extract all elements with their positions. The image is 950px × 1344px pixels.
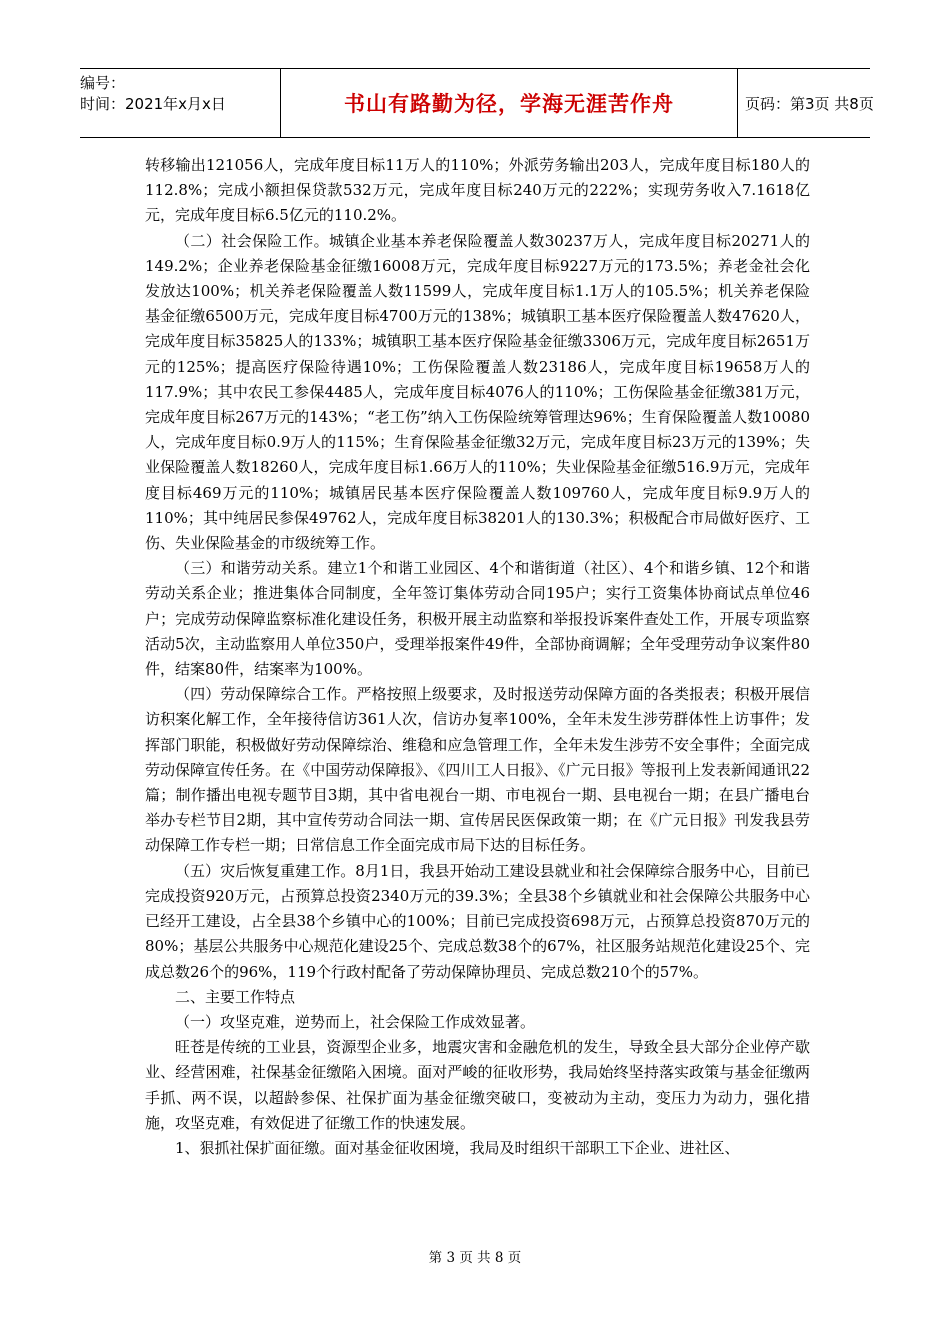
document-number-label: 编号： xyxy=(80,74,126,92)
paragraph-reconstruction: （五）灾后恢复重建工作。8月1日，我县开始动工建设县就业和社会保障综合服务中心，目前已完成投资920万元，占预算总投资2340万元的39.3%；全县38个乡镇就业和社会保障公共服务中心已经开工建设，占全县38个乡镇中心的100%；目前已完成投资698万元，占预算总投资870万元的80%；基层公共服务中心规范化建设25个、完成总数38个的67%，社区服务站规范化建设25个、完成总数26个的96%，119个行政村配备了劳动保障协理员、完成总数210个的57%。 xyxy=(145,861,810,981)
paragraph-social-insurance: （二）社会保险工作。城镇企业基本养老保险覆盖人数30237万人，完成年度目标20271人的149.2%；企业养老保险基金征缴16008万元，完成年度目标9227万元的173.5%；养老金社会化发放达100%；机关养老保险覆盖人数11599人，完成年度目标1.1万人的105.5%；机关养老保险基金征缴6500万元，完成年度目标4700万元的138%；城镇职工基本医疗保险覆盖人数47620人，完成年度目标35825人的133%；城镇职工基本医疗保险基金征缴3306万元，完成年度目标2651万元的125%；提高医疗保险待遇10%；工伤保险覆盖人数23186人，完成年度目标19658万人的117.9%；其中农民工参保4485人，完成年度目标4076人的110%；工伤保险基金征缴381万元，完成年度目标267万元的143%；“老工伤”纳入工伤保险统筹管理达96%；生育保险覆盖人数10080人，完成年度目标0.9万人的115%；生育保险基金征缴32万元，完成年度目标23万元的139%；失业保险覆盖人数18260人，完成年度目标1.66万人的110%；失业保险基金征缴516.9万元，完成年度目标469万元的110%；城镇居民基本医疗保险覆盖人数109760人，完成年度目标9.9万人的110%；其中纯居民参保49762人，完成年度目标38201人的130.3%；积极配合市局做好医疗、工伤、失业保险基金的市级统筹工作。 xyxy=(145,231,810,553)
header-page-info: 页码：第3页 共8页 xyxy=(745,94,874,113)
paragraph-comprehensive-work: （四）劳动保障综合工作。严格按照上级要求，及时报送劳动保障方面的各类报表；积极开展信访积案化解工作，全年接待信访361人次，信访办复率100%，全年未发生涉劳群体性上访事件；发挥部门职能，积极做好劳动保障综治、维稳和应急管理工作，全年未发生涉劳不安全事件；全面完成劳动保障宣传任务。在《中国劳动保障报》、《四川工人日报》、《广元日报》等报刊上发表新闻通讯22篇；制作播出电视专题节目3期，其中省电视台一期、市电视台一期、县电视台一期；在县广播电台举办专栏节目2期，其中宣传劳动合同法一期、宣传居民医保政策一期；在《广元日报》刊发我县劳动保障工作专栏一期；日常信息工作全面完成市局下达的目标任务。 xyxy=(145,685,810,855)
document-time-label: 时间：2021年x月x日 xyxy=(80,95,226,113)
paragraph-wangcang: 旺苍是传统的工业县，资源型企业多，地震灾害和金融危机的发生，导致全县大部分企业停产歇业、经营困难，社保基金征缴陷入困境。面对严峻的征收形势，我局始终坚持落实政策与基金征缴两手抓、两不误，以超龄参保、社保扩面为基金征缴突破口，变被动为主动，变压力为动力，强化措施，攻坚克难，有效促进了征缴工作的快速发展。 xyxy=(145,1038,810,1132)
paragraph-expansion: 1、狠抓社保扩面征缴。面对基金征收困境，我局及时组织干部职工下企业、进社区、 xyxy=(175,1138,740,1157)
page-header xyxy=(80,68,874,138)
subsection-heading: （一）攻坚克难，逆势而上，社会保险工作成效显著。 xyxy=(175,1012,536,1031)
page-footer: 第 3 页 共 8 页 xyxy=(428,1250,522,1266)
document-body xyxy=(145,153,810,1161)
header-meta xyxy=(80,69,280,137)
section-heading-features: 二、主要工作特点 xyxy=(175,987,296,1006)
header-motto: 书山有路勤为径，学海无涯苦作舟 xyxy=(344,92,674,116)
paragraph-labor-relations: （三）和谐劳动关系。建立1个和谐工业园区、4个和谐街道（社区）、4个和谐乡镇、12个和谐劳动关系企业；推进集体合同制度，全年签订集体劳动合同195户；实行工资集体协商试点单位46户；完成劳动保障监察标准化建设任务，积极开展主动监察和举报投诉案件查处工作，开展专项监察活动5次，主动监察用人单位350户，受理举报案件49件，全部协商调解；全年受理劳动争议案件80件，结案80件，结案率为100%。 xyxy=(145,559,810,679)
paragraph-continuation: 转移输出121056人，完成年度目标11万人的110%；外派劳务输出203人，完成年度目标180人的112.8%；完成小额担保贷款532万元，完成年度目标240万元的222%；实现劳务收入7.1618亿元，完成年度目标6.5亿元的110.2%。 xyxy=(145,156,810,225)
header-motto-cell xyxy=(280,69,738,137)
